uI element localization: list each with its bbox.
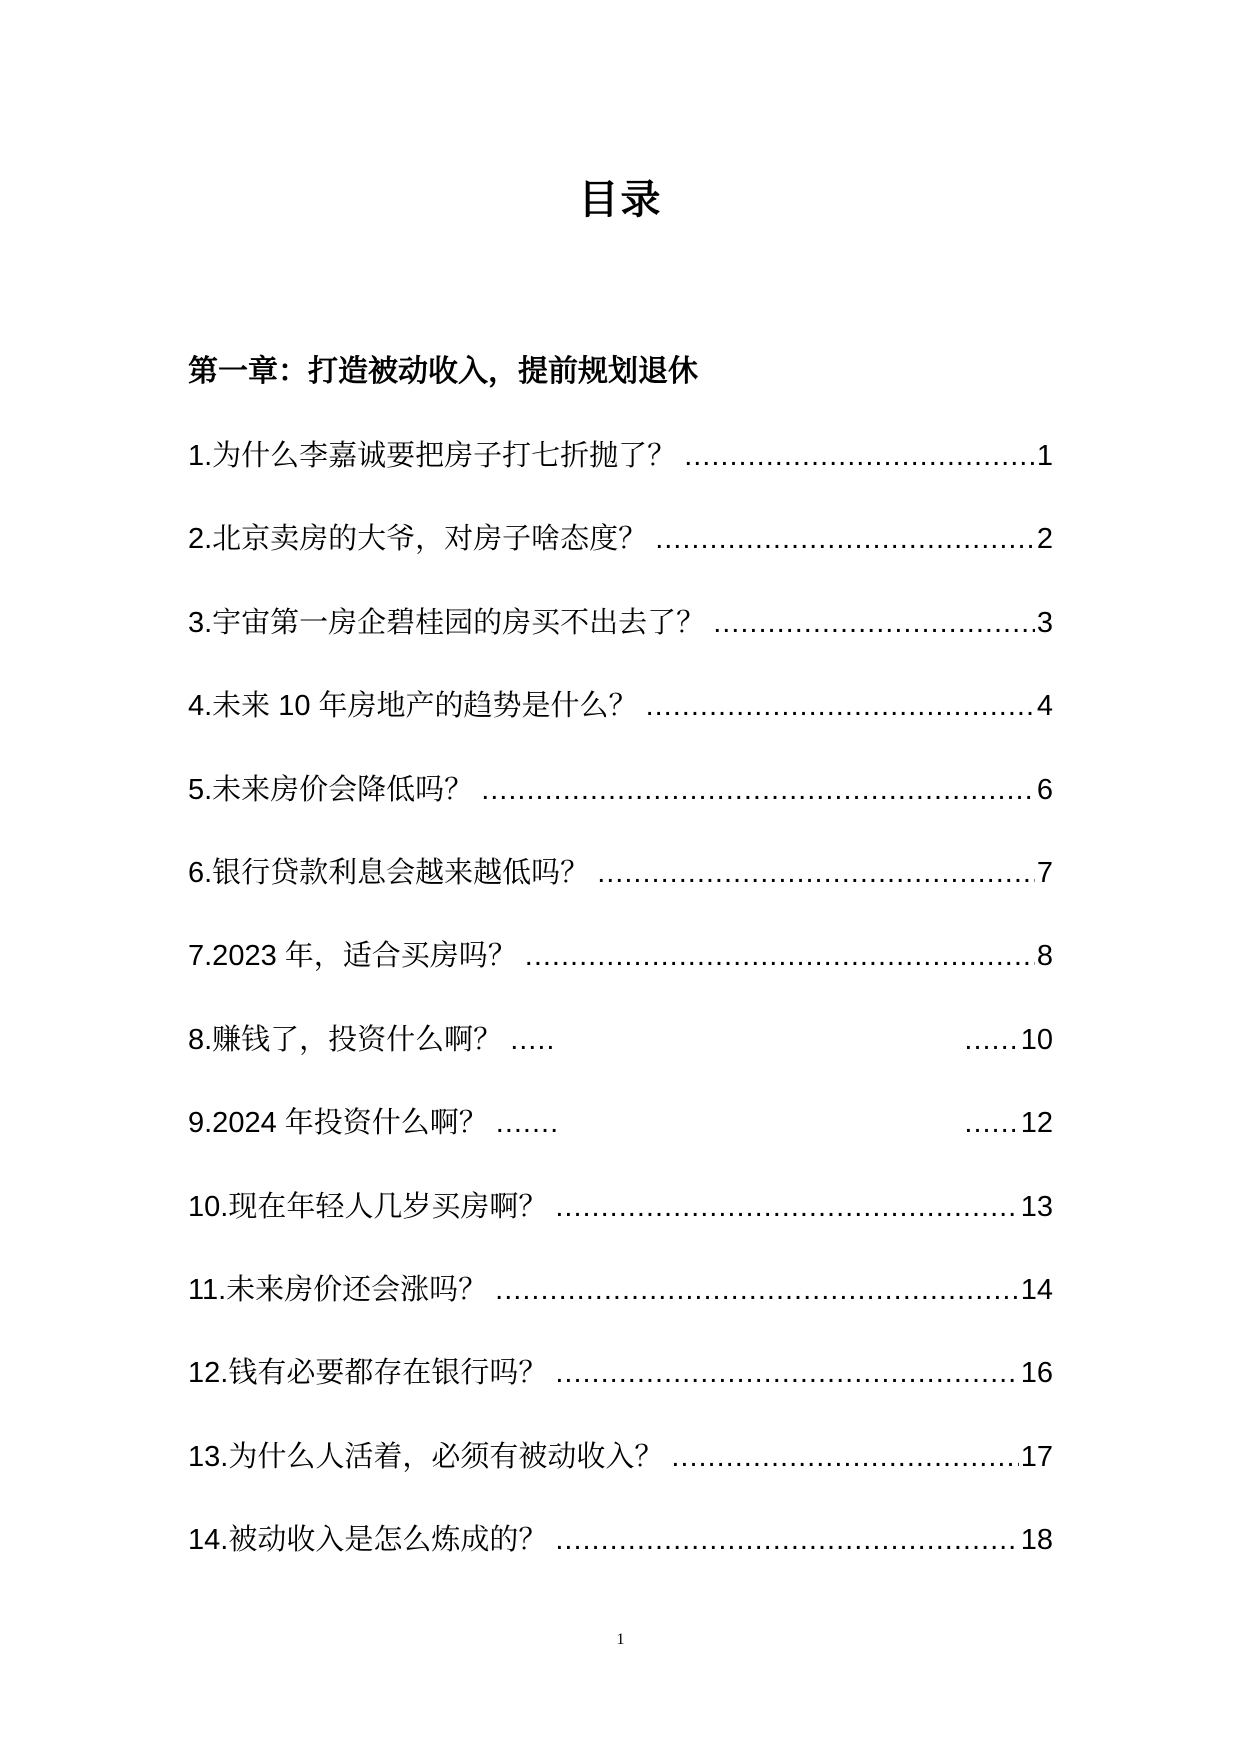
- toc-entry-title: 12.钱有必要都存在银行吗？: [188, 1357, 548, 1390]
- toc-entry[interactable]: [188, 1185, 1053, 1268]
- toc-page-number: 18: [1020, 1524, 1053, 1557]
- toc-entry[interactable]: [188, 517, 1053, 600]
- toc-entry-title: 2.北京卖房的大爷，对房子啥态度？: [188, 523, 648, 556]
- toc-page-number: 8: [1036, 940, 1053, 973]
- toc-entry-title: 8.赚钱了，投资什么啊？: [188, 1023, 503, 1056]
- toc-entry-title: 7.2023 年，适合买房吗？: [188, 940, 517, 973]
- toc-entry[interactable]: [188, 601, 1053, 684]
- toc-entry[interactable]: [188, 934, 1053, 1017]
- toc-page-number: 13: [1020, 1190, 1053, 1223]
- toc-page-number: 17: [1020, 1440, 1053, 1473]
- toc-entry-title: 1.为什么李嘉诚要把房子打七折抛了？: [188, 440, 677, 472]
- toc-entry[interactable]: [188, 1268, 1053, 1351]
- toc-entry[interactable]: [188, 1351, 1053, 1434]
- toc-page-number: 3: [1036, 606, 1053, 639]
- toc-entry[interactable]: [188, 1435, 1053, 1518]
- toc-page-number: 6: [1036, 773, 1053, 806]
- toc-entry[interactable]: [188, 1101, 1053, 1184]
- toc-entry-title: 13.为什么人活着，必须有被动收入？: [188, 1440, 664, 1473]
- toc-entry[interactable]: [188, 851, 1053, 934]
- toc-entry-title: 11.未来房价还会涨吗？: [188, 1273, 488, 1306]
- toc-dot-leader: [684, 434, 1035, 478]
- toc-entry[interactable]: [188, 684, 1053, 767]
- toc-dot-leader: [555, 1185, 1018, 1229]
- toc-page-number: 4: [1036, 690, 1053, 723]
- toc-dot-leader: [713, 601, 1035, 645]
- toc-dot-leader: [510, 1018, 555, 1062]
- toc-dot-leader: [964, 1018, 1018, 1062]
- toc-dot-leader: [671, 1435, 1018, 1479]
- toc-entry-title: 4.未来 10 年房地产的趋势是什么？: [188, 690, 638, 723]
- toc-dot-leader: [597, 851, 1035, 895]
- toc-dot-leader: [481, 768, 1035, 812]
- toc-dot-leader: [964, 1101, 1018, 1145]
- table-of-contents: [188, 434, 1053, 1601]
- toc-page-number: 12: [1020, 1107, 1053, 1140]
- toc-page-number: 2: [1036, 523, 1053, 556]
- toc-dot-leader: [555, 1518, 1018, 1562]
- footer-page-number: 1: [616, 1631, 625, 1648]
- toc-entry[interactable]: [188, 1018, 1053, 1101]
- toc-dot-leader: [496, 1101, 559, 1145]
- toc-page-number: 16: [1020, 1357, 1053, 1390]
- toc-page-number: 10: [1020, 1023, 1053, 1056]
- toc-entry[interactable]: [188, 768, 1053, 851]
- toc-entry-title: 9.2024 年投资什么啊？: [188, 1107, 488, 1140]
- chapter-heading: 第一章：打造被动收入，提前规划退休: [188, 354, 698, 389]
- toc-entry-title: 6.银行贷款利息会越来越低吗？: [188, 856, 590, 889]
- toc-entry-title: 14.被动收入是怎么炼成的？: [188, 1524, 548, 1557]
- toc-dot-leader: [495, 1268, 1019, 1312]
- toc-entry[interactable]: [188, 434, 1053, 517]
- toc-entry-title: 10.现在年轻人几岁买房啊？: [188, 1190, 548, 1223]
- toc-dot-leader: [555, 1351, 1018, 1395]
- toc-dot-leader: [646, 684, 1035, 728]
- toc-page-number: 7: [1036, 856, 1053, 889]
- toc-page-number: 14: [1020, 1273, 1053, 1306]
- toc-dot-leader: [655, 517, 1035, 561]
- toc-entry-title: 3.宇宙第一房企碧桂园的房买不出去了？: [188, 606, 706, 639]
- toc-entry-title: 5.未来房价会降低吗？: [188, 773, 474, 806]
- toc-dot-leader: [525, 934, 1035, 978]
- page-title: 目录: [578, 177, 663, 223]
- toc-page-number: 1: [1036, 440, 1053, 472]
- toc-entry[interactable]: [188, 1518, 1053, 1601]
